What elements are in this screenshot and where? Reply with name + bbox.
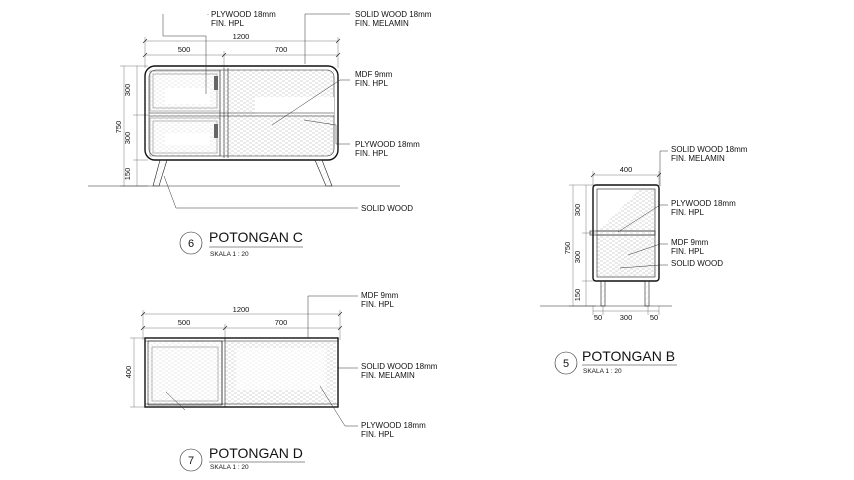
section-b-note-1-line-1: SOLID WOOD 18mm [671, 145, 748, 154]
section-c-title: POTONGAN C [209, 229, 303, 245]
section-d-title: POTONGAN D [209, 445, 303, 461]
section-b-right-leg [645, 281, 649, 306]
section-b-note-2-line-1: PLYWOOD 18mm [671, 199, 736, 208]
section-b-mid-height: 300 [573, 250, 582, 264]
section-d [124, 291, 438, 471]
section-c [88, 10, 432, 258]
section-b-leg-height: 150 [573, 288, 582, 302]
section-b-left-leg [601, 281, 605, 306]
section-d-scale: SKALA 1 : 20 [210, 464, 249, 471]
section-c-note-5: SOLID WOOD [361, 204, 414, 213]
section-c-top-dimensions [143, 32, 340, 68]
drawer-handle-bottom [214, 124, 218, 138]
section-c-left-leg [153, 160, 167, 186]
section-c-note-4-line-1: PLYWOOD 18mm [355, 140, 420, 149]
section-b-top-dimension [591, 165, 661, 186]
section-d-height: 400 [124, 365, 133, 379]
section-b [540, 145, 748, 375]
section-c-note-2-line-2: FIN. MELAMIN [355, 19, 409, 28]
section-d-note-2-line-2: FIN. MELAMIN [361, 371, 415, 380]
section-c-scale: SKALA 1 : 20 [210, 251, 249, 258]
section-c-note-3-line-1: MDF 9mm [355, 70, 393, 79]
section-d-left-width: 500 [177, 318, 191, 327]
section-b-base-mid: 300 [619, 313, 633, 322]
section-d-note-1-line-2: FIN. HPL [361, 300, 394, 309]
section-c-note-1-line-2: FIN. HPL [211, 19, 244, 28]
section-b-bottom-dimensions [593, 306, 659, 322]
section-b-note-3-line-2: FIN. HPL [671, 247, 704, 256]
section-b-base-right: 50 [649, 313, 659, 322]
section-c-note-4-line-2: FIN. HPL [355, 149, 388, 158]
section-c-note-3-line-2: FIN. HPL [355, 79, 388, 88]
section-d-total-width: 1200 [232, 305, 250, 314]
section-b-base-left: 50 [593, 313, 603, 322]
section-c-left-dimensions [114, 66, 148, 186]
section-d-number: 7 [187, 455, 195, 467]
section-c-right-leg [315, 160, 332, 186]
section-b-scale: SKALA 1 : 20 [583, 368, 622, 375]
section-c-top-height: 300 [123, 83, 132, 97]
section-c-note-2-line-1: SOLID WOOD 18mm [355, 10, 432, 19]
section-c-total-width: 1200 [232, 32, 250, 41]
section-c-leg-height: 150 [123, 167, 132, 181]
section-d-right-width: 700 [274, 318, 288, 327]
section-b-title: POTONGAN B [582, 348, 676, 364]
section-d-note-3-line-1: PLYWOOD 18mm [361, 421, 426, 430]
section-d-left-dimensions [124, 338, 146, 407]
section-b-left-dimensions [563, 185, 596, 306]
section-b-top-height: 300 [573, 203, 582, 217]
section-c-mid-height: 300 [123, 131, 132, 145]
drawer-handle-top [214, 76, 218, 90]
section-c-total-height: 750 [114, 120, 123, 134]
section-d-note-1-line-1: MDF 9mm [361, 291, 399, 300]
section-d-top-dimensions [141, 305, 342, 340]
section-b-note-1-line-2: FIN. MELAMIN [671, 154, 725, 163]
section-b-note-3-line-1: MDF 9mm [671, 238, 709, 247]
section-b-number: 5 [562, 358, 570, 370]
section-b-total-height: 750 [563, 241, 572, 255]
section-b-note-2-line-2: FIN. HPL [671, 208, 704, 217]
section-c-number: 6 [187, 238, 195, 250]
section-c-note-1-line-1: PLYWOOD 18mm [211, 10, 276, 19]
section-b-width: 400 [619, 165, 633, 174]
section-c-left-width: 500 [177, 45, 191, 54]
section-c-right-width: 700 [274, 45, 288, 54]
section-d-note-3-line-2: FIN. HPL [361, 430, 394, 439]
section-b-note-4: SOLID WOOD [671, 259, 724, 268]
section-d-note-2-line-1: SOLID WOOD 18mm [361, 362, 438, 371]
